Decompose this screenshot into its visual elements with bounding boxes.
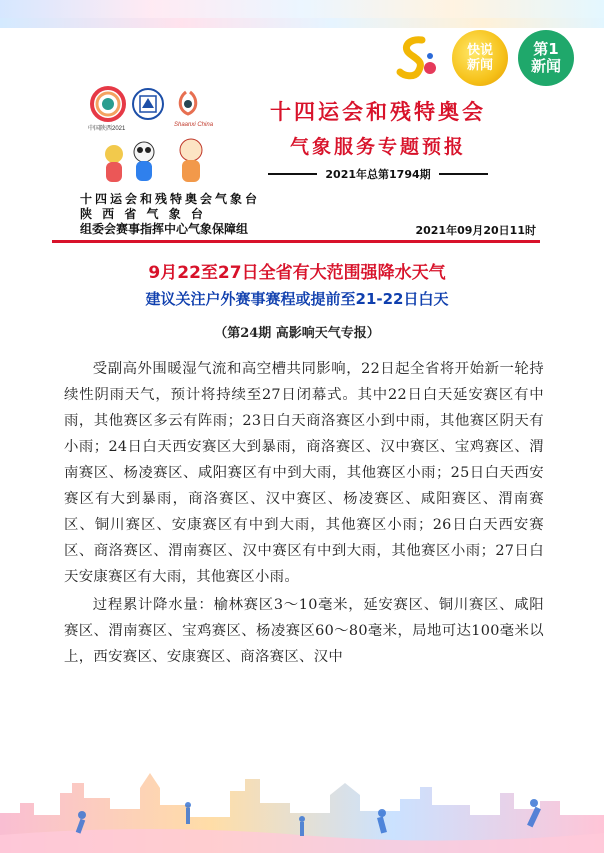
meteorological-seal-icon (133, 89, 163, 119)
bulletin-label: （第24期 高影响天气专报） (214, 326, 380, 341)
diyi-logo-text: 第1 新闻 (530, 40, 561, 75)
games-emblem-icon (88, 88, 126, 132)
report-title-line1: 十四运会和残特奥会 (270, 100, 486, 124)
org-line: 组委会赛事指挥中心气象保障组 (80, 222, 249, 236)
subheadline: 建议关注户外赛事赛程或提前至21-22日白天 (145, 290, 449, 308)
media-logos (390, 30, 574, 86)
s-media-logo-icon (390, 32, 442, 84)
issue-rule-right (439, 173, 488, 175)
body-paragraph: 受副高外围暖湿气流和高空槽共同影响，22日起全省将开始新一轮持续性阴雨天气，预计将持续至27日闭幕式。其中22日白天延安赛区有中雨，其他赛区多云有阵雨；23日白天商洛赛区小到中雨，其他赛区阴天有小雨；24日白天西安赛区大到暴雨，商洛赛区、汉中赛区、宝鸡赛区、渭南赛区、杨凌赛区、咸阳赛区有中到大雨，其他赛区小雨；25日白天西安赛区有大到暴雨，商洛赛区、汉中赛区、杨凌赛区、咸阳赛区、渭南赛区、铜川赛区、安康赛区有中到大雨，其他赛区小雨；26日白天西安赛区、商洛赛区、渭南赛区、汉中赛区有中到大雨，其他赛区小雨；27日白天安康赛区有大雨，其他赛区小雨。 (64, 361, 544, 585)
paralympic-emblem-icon (174, 92, 214, 128)
kuaishuo-logo-text: 快说 新闻 (466, 43, 493, 73)
svg-text:中国陕西2021: 中国陕西2021 (88, 126, 126, 132)
city-skyline-decoration (0, 743, 604, 853)
issue-rule-left (268, 173, 317, 175)
red-divider (52, 240, 540, 243)
issue-line (268, 166, 488, 182)
kuaishuo-news-logo (452, 30, 508, 86)
headline: 9月22至27日全省有大范围强降水天气 (148, 263, 446, 283)
issue-datetime: 2021年09月20日11时 (415, 224, 536, 237)
diyi-news-logo (518, 30, 574, 86)
issue-number: 2021年总第1794期 (325, 168, 431, 181)
svg-text:Shaanxi China: Shaanxi China (174, 122, 214, 128)
issuing-organizations (80, 192, 260, 237)
org-line: 陕 西 省 气 象 台 (80, 207, 206, 221)
org-line: 十四运会和残特奥会气象台 (80, 192, 261, 206)
report-title-line2: 气象服务专题预报 (289, 136, 466, 158)
decorative-top-band-shade (0, 18, 604, 28)
decorative-top-band (0, 0, 604, 18)
mascots-icon (105, 139, 202, 182)
body-paragraph: 过程累计降水量：榆林赛区3～10毫米，延安赛区、铜川赛区、咸阳赛区、渭南赛区、宝鸡赛区、杨凌赛区60～80毫米，局地可达100毫米以上，西安赛区、安康赛区、商洛赛区、汉中 (64, 597, 544, 665)
body-text (64, 356, 544, 672)
games-emblems (86, 84, 226, 194)
